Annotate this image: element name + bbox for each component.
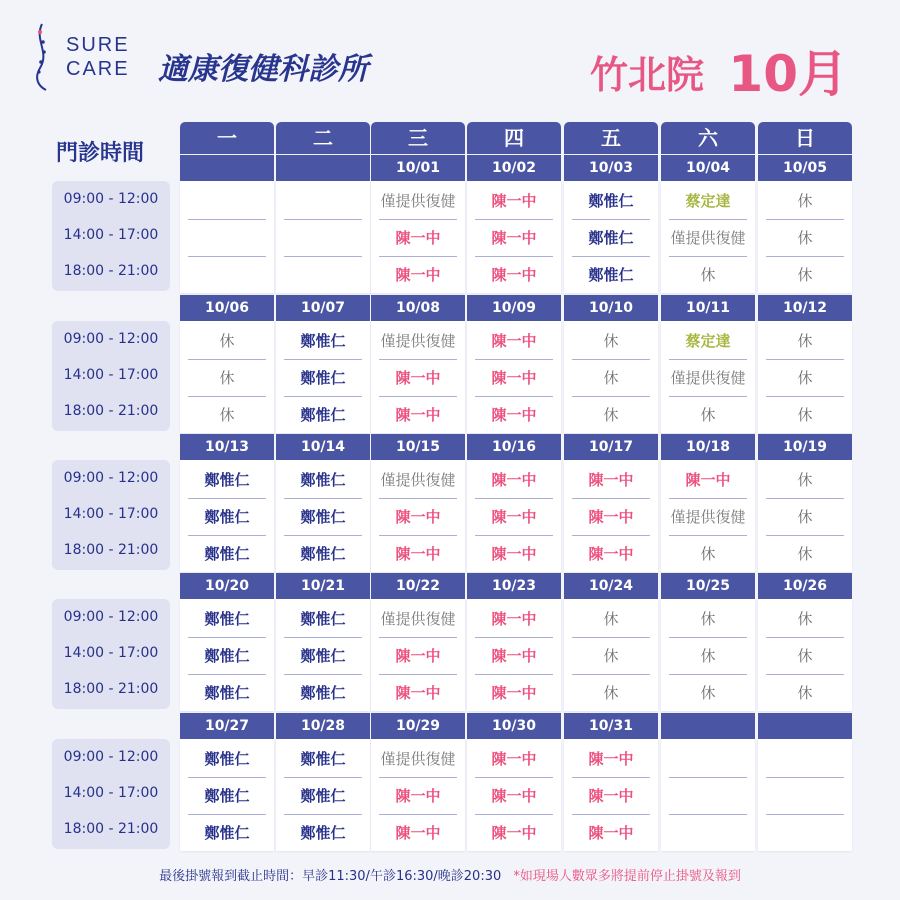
day-schedule-column xyxy=(758,460,852,572)
date-label: 10/14 xyxy=(276,434,370,460)
schedule-cell: 陳一中 xyxy=(395,824,441,842)
schedule-cell: 休 xyxy=(219,369,235,387)
schedule-cell: 休 xyxy=(797,229,813,247)
day-schedule-column xyxy=(371,739,465,851)
schedule-cell: 休 xyxy=(797,545,813,563)
date-label: 10/08 xyxy=(371,295,465,321)
date-label: 10/25 xyxy=(661,573,755,599)
day-schedule-column xyxy=(661,460,755,572)
date-label: 10/10 xyxy=(564,295,658,321)
schedule-cell: 陳一中 xyxy=(395,684,441,702)
schedule-cell xyxy=(661,741,755,777)
schedule-cell: 鄭惟仁 xyxy=(204,684,250,702)
schedule-cell: 休 xyxy=(797,610,813,628)
schedule-cell: 鄭惟仁 xyxy=(300,545,346,563)
day-schedule-column xyxy=(276,321,370,433)
schedule-cell: 鄭惟仁 xyxy=(204,787,250,805)
schedule-cell: 陳一中 xyxy=(491,610,537,628)
date-label xyxy=(180,155,274,181)
schedule-cell: 僅提供復健 xyxy=(380,192,456,210)
schedule-cell: 陳一中 xyxy=(395,229,441,247)
day-schedule-column xyxy=(276,181,370,293)
day-schedule-column xyxy=(661,599,755,711)
schedule-cell xyxy=(180,257,274,293)
day-schedule-column xyxy=(180,599,274,711)
schedule-cell: 陳一中 xyxy=(395,545,441,563)
schedule-cell xyxy=(661,815,755,851)
date-label xyxy=(661,713,755,739)
date-label: 10/17 xyxy=(564,434,658,460)
schedule-cell: 蔡定達 xyxy=(685,192,731,210)
day-schedule-column xyxy=(371,321,465,433)
schedule-cell: 休 xyxy=(797,471,813,489)
schedule-cell: 鄭惟仁 xyxy=(204,750,250,768)
schedule-cell: 陳一中 xyxy=(395,266,441,284)
date-label: 10/27 xyxy=(180,713,274,739)
time-slot-label: 14:00 - 17:00 xyxy=(63,785,159,801)
schedule-cell: 陳一中 xyxy=(588,750,634,768)
clinic-hours-header: 門診時間 xyxy=(56,141,145,166)
date-label: 10/19 xyxy=(758,434,852,460)
schedule-cell: 休 xyxy=(797,684,813,702)
schedule-cell xyxy=(758,815,852,851)
date-label: 10/15 xyxy=(371,434,465,460)
schedule-cell: 休 xyxy=(700,266,716,284)
schedule-cell: 僅提供復健 xyxy=(670,369,746,387)
time-slot-column xyxy=(52,739,170,849)
weekday-header: 三 xyxy=(371,122,465,154)
date-label: 10/22 xyxy=(371,573,465,599)
date-label: 10/07 xyxy=(276,295,370,321)
date-label: 10/12 xyxy=(758,295,852,321)
weekday-header: 六 xyxy=(661,122,755,154)
schedule-cell: 僅提供復健 xyxy=(380,750,456,768)
schedule-cell: 鄭惟仁 xyxy=(588,192,634,210)
schedule-cell: 陳一中 xyxy=(588,787,634,805)
schedule-cell: 休 xyxy=(797,192,813,210)
day-schedule-column xyxy=(371,181,465,293)
schedule-cell: 休 xyxy=(797,508,813,526)
time-slot-label: 14:00 - 17:00 xyxy=(63,506,159,522)
date-label: 10/23 xyxy=(467,573,561,599)
schedule-cell: 陳一中 xyxy=(395,406,441,424)
registration-deadline: 最後掛號報到截止時間：早診11:30/午診16:30/晚診20:30 xyxy=(159,869,502,884)
date-label: 10/06 xyxy=(180,295,274,321)
schedule-cell: 陳一中 xyxy=(491,229,537,247)
schedule-cell: 休 xyxy=(603,684,619,702)
schedule-cell: 鄭惟仁 xyxy=(588,229,634,247)
schedule-cell: 陳一中 xyxy=(491,750,537,768)
day-schedule-column xyxy=(758,181,852,293)
schedule-cell: 休 xyxy=(603,332,619,350)
weekday-header: 日 xyxy=(758,122,852,154)
date-label: 10/31 xyxy=(564,713,658,739)
schedule-cell: 陳一中 xyxy=(395,508,441,526)
schedule-cell: 休 xyxy=(700,610,716,628)
day-schedule-column xyxy=(180,460,274,572)
date-label: 10/24 xyxy=(564,573,658,599)
schedule-cell: 鄭惟仁 xyxy=(300,684,346,702)
day-schedule-column xyxy=(564,599,658,711)
schedule-cell xyxy=(661,778,755,814)
clinic-name: 適康復健科診所 xyxy=(158,52,368,87)
time-slot-column xyxy=(52,460,170,570)
schedule-cell xyxy=(276,220,370,256)
weekday-header: 五 xyxy=(564,122,658,154)
schedule-cell: 休 xyxy=(797,406,813,424)
weekday-header: 二 xyxy=(276,122,370,154)
schedule-cell xyxy=(180,183,274,219)
schedule-cell xyxy=(276,183,370,219)
date-label: 10/26 xyxy=(758,573,852,599)
schedule-cell: 僅提供復健 xyxy=(380,332,456,350)
time-slot-column xyxy=(52,321,170,431)
schedule-cell: 鄭惟仁 xyxy=(300,332,346,350)
time-slot-label: 18:00 - 21:00 xyxy=(63,821,159,837)
schedule-cell: 僅提供復健 xyxy=(670,508,746,526)
date-label: 10/28 xyxy=(276,713,370,739)
time-slot-label: 18:00 - 21:00 xyxy=(63,263,159,279)
day-schedule-column xyxy=(371,599,465,711)
date-label: 10/29 xyxy=(371,713,465,739)
clinic-logo xyxy=(28,22,368,92)
schedule-cell: 鄭惟仁 xyxy=(300,824,346,842)
time-slot-label: 09:00 - 12:00 xyxy=(63,609,159,625)
schedule-cell: 陳一中 xyxy=(588,508,634,526)
schedule-cell: 陳一中 xyxy=(491,684,537,702)
date-label: 10/03 xyxy=(564,155,658,181)
schedule-cell: 鄭惟仁 xyxy=(300,647,346,665)
schedule-cell: 休 xyxy=(603,647,619,665)
schedule-cell: 休 xyxy=(700,545,716,563)
schedule-cell: 休 xyxy=(797,332,813,350)
schedule-cell: 休 xyxy=(797,369,813,387)
schedule-cell: 陳一中 xyxy=(395,647,441,665)
day-schedule-column xyxy=(467,599,561,711)
logo-text-sure: SURE xyxy=(66,34,130,56)
day-schedule-column xyxy=(661,321,755,433)
schedule-cell: 陳一中 xyxy=(491,545,537,563)
schedule-cell: 休 xyxy=(700,684,716,702)
date-label: 10/21 xyxy=(276,573,370,599)
crowd-note: *如現場人數眾多將提前停止掛號及報到 xyxy=(513,869,741,884)
time-slot-column xyxy=(52,599,170,709)
schedule-cell: 休 xyxy=(219,406,235,424)
schedule-cell: 陳一中 xyxy=(588,471,634,489)
day-schedule-column xyxy=(276,599,370,711)
schedule-cell: 陳一中 xyxy=(491,406,537,424)
day-schedule-column xyxy=(564,460,658,572)
schedule-cell: 陳一中 xyxy=(491,266,537,284)
day-schedule-column xyxy=(661,739,755,851)
schedule-cell: 陳一中 xyxy=(491,647,537,665)
schedule-cell: 陳一中 xyxy=(588,545,634,563)
schedule-cell: 僅提供復健 xyxy=(670,229,746,247)
schedule-cell: 鄭惟仁 xyxy=(588,266,634,284)
schedule-cell: 鄭惟仁 xyxy=(204,508,250,526)
day-schedule-column xyxy=(564,181,658,293)
footer-notice xyxy=(0,865,900,884)
schedule-cell: 陳一中 xyxy=(491,787,537,805)
day-schedule-column xyxy=(564,739,658,851)
schedule-cell: 陳一中 xyxy=(491,824,537,842)
schedule-cell: 蔡定達 xyxy=(685,332,731,350)
schedule-cell xyxy=(758,778,852,814)
logo-text-care: CARE xyxy=(66,58,130,80)
day-schedule-column xyxy=(467,321,561,433)
time-slot-label: 18:00 - 21:00 xyxy=(63,542,159,558)
time-slot-label: 18:00 - 21:00 xyxy=(63,681,159,697)
schedule-cell: 僅提供復健 xyxy=(380,610,456,628)
schedule-cell: 休 xyxy=(797,266,813,284)
schedule-cell: 鄭惟仁 xyxy=(204,545,250,563)
schedule-cell: 陳一中 xyxy=(491,192,537,210)
day-schedule-column xyxy=(180,321,274,433)
schedule-cell: 陳一中 xyxy=(491,332,537,350)
schedule-cell: 休 xyxy=(603,369,619,387)
schedule-cell: 鄭惟仁 xyxy=(300,471,346,489)
date-label: 10/16 xyxy=(467,434,561,460)
date-label xyxy=(758,713,852,739)
schedule-cell: 休 xyxy=(603,610,619,628)
schedule-cell: 陳一中 xyxy=(685,471,731,489)
day-schedule-column xyxy=(180,181,274,293)
weekday-header: 四 xyxy=(467,122,561,154)
schedule-cell: 陳一中 xyxy=(491,508,537,526)
schedule-cell: 休 xyxy=(603,406,619,424)
date-label: 10/01 xyxy=(371,155,465,181)
schedule-cell: 鄭惟仁 xyxy=(300,369,346,387)
schedule-cell: 鄭惟仁 xyxy=(300,406,346,424)
day-schedule-column xyxy=(371,460,465,572)
time-slot-label: 09:00 - 12:00 xyxy=(63,470,159,486)
spine-logo-icon xyxy=(28,22,56,92)
time-slot-label: 18:00 - 21:00 xyxy=(63,403,159,419)
schedule-cell: 鄭惟仁 xyxy=(300,750,346,768)
date-label: 10/13 xyxy=(180,434,274,460)
schedule-cell: 鄭惟仁 xyxy=(204,471,250,489)
schedule-cell xyxy=(276,257,370,293)
schedule-cell: 鄭惟仁 xyxy=(204,647,250,665)
day-schedule-column xyxy=(758,599,852,711)
time-slot-label: 14:00 - 17:00 xyxy=(63,367,159,383)
day-schedule-column xyxy=(467,739,561,851)
schedule-cell: 鄭惟仁 xyxy=(300,610,346,628)
branch-title: 竹北院 xyxy=(589,53,704,97)
day-schedule-column xyxy=(276,460,370,572)
time-slot-label: 09:00 - 12:00 xyxy=(63,331,159,347)
date-label xyxy=(276,155,370,181)
schedule-cell: 休 xyxy=(700,647,716,665)
schedule-cell: 陳一中 xyxy=(395,787,441,805)
day-schedule-column xyxy=(661,181,755,293)
time-slot-label: 14:00 - 17:00 xyxy=(63,645,159,661)
schedule-cell: 休 xyxy=(219,332,235,350)
schedule-cell: 休 xyxy=(797,647,813,665)
schedule-cell: 僅提供復健 xyxy=(380,471,456,489)
day-schedule-column xyxy=(758,739,852,851)
schedule-cell: 鄭惟仁 xyxy=(204,610,250,628)
date-label: 10/18 xyxy=(661,434,755,460)
schedule-cell xyxy=(758,741,852,777)
schedule-cell: 陳一中 xyxy=(588,824,634,842)
day-schedule-column xyxy=(276,739,370,851)
time-slot-label: 14:00 - 17:00 xyxy=(63,227,159,243)
day-schedule-column xyxy=(758,321,852,433)
day-schedule-column xyxy=(564,321,658,433)
weekday-header: 一 xyxy=(180,122,274,154)
day-schedule-column xyxy=(467,181,561,293)
schedule-cell: 鄭惟仁 xyxy=(300,508,346,526)
schedule-cell: 陳一中 xyxy=(491,471,537,489)
day-schedule-column xyxy=(467,460,561,572)
time-slot-label: 09:00 - 12:00 xyxy=(63,191,159,207)
date-label: 10/11 xyxy=(661,295,755,321)
date-label: 10/20 xyxy=(180,573,274,599)
schedule-cell: 鄭惟仁 xyxy=(204,824,250,842)
schedule-cell: 休 xyxy=(700,406,716,424)
date-label: 10/09 xyxy=(467,295,561,321)
month-title: 10月 xyxy=(728,45,848,103)
schedule-cell: 鄭惟仁 xyxy=(300,787,346,805)
date-label: 10/30 xyxy=(467,713,561,739)
schedule-cell: 陳一中 xyxy=(491,369,537,387)
time-slot-column xyxy=(52,181,170,291)
day-schedule-column xyxy=(180,739,274,851)
date-label: 10/05 xyxy=(758,155,852,181)
schedule-cell xyxy=(180,220,274,256)
date-label: 10/04 xyxy=(661,155,755,181)
date-label: 10/02 xyxy=(467,155,561,181)
schedule-cell: 陳一中 xyxy=(395,369,441,387)
time-slot-label: 09:00 - 12:00 xyxy=(63,749,159,765)
